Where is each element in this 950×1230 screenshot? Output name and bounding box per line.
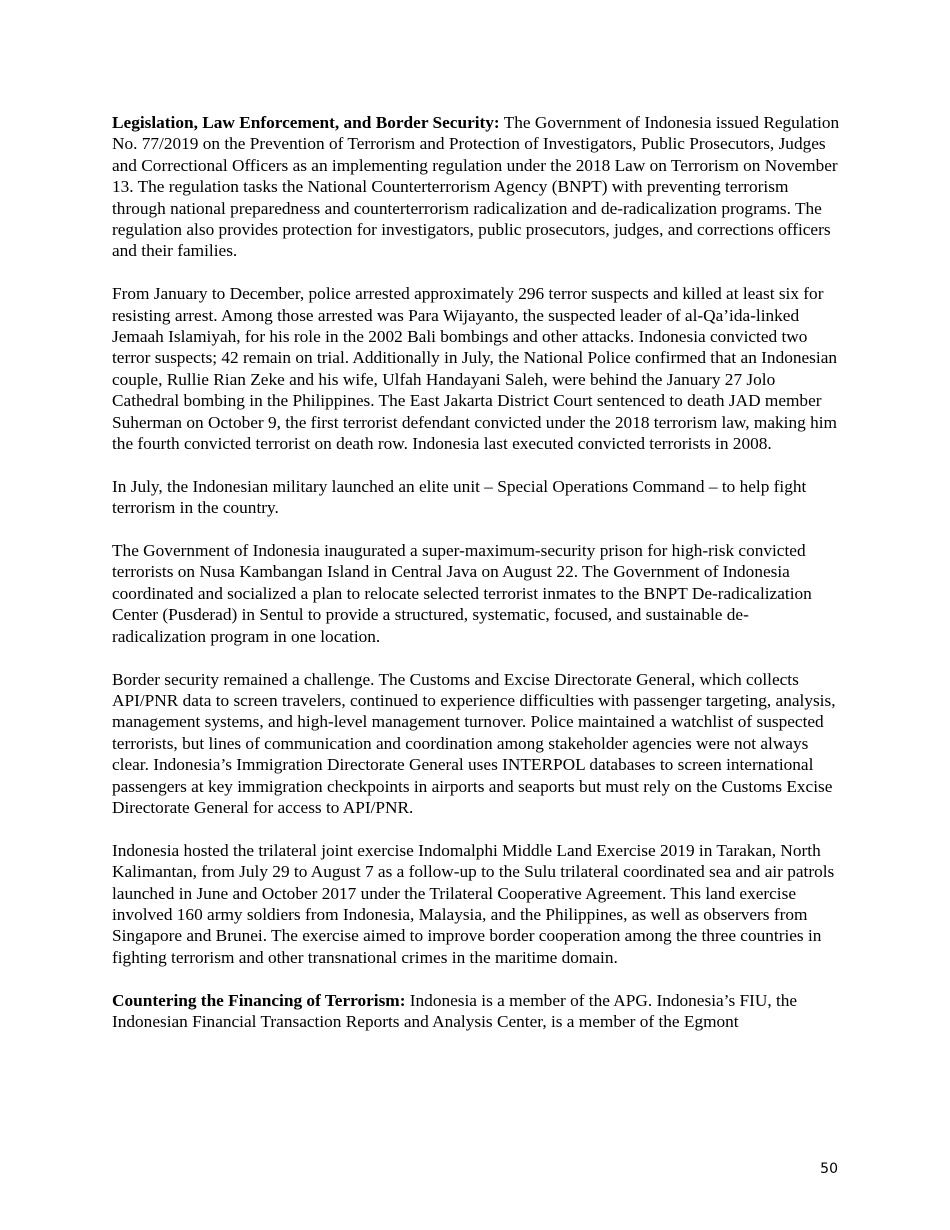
paragraph-text: In July, the Indonesian military launched an elite unit – Special Operations Command – to help fight terrorism in the country. bbox=[112, 476, 807, 518]
paragraph-legislation bbox=[112, 112, 842, 262]
paragraph-text: Border security remained a challenge. The Customs and Excise Directorate General, which collects API/PNR data to screen travelers, continued to experience difficulties with passenger targeting, analysis, management systems, and high-level management turnover. Police maintained a watchlist of suspected terrorists, but lines of communication and coordination among stakeholder agencies were not always clear. Indonesia’s Immigration Directorate General uses INTERPOL databases to screen international passengers at key immigration checkpoints in airports and seaports but must rely on the Customs Excise Directorate General for access to API/PNR. bbox=[112, 669, 836, 817]
paragraph-trilateral-exercise bbox=[112, 840, 842, 968]
section-heading-legislation: Legislation, Law Enforcement, and Border Security: bbox=[112, 113, 500, 132]
section-heading-financing: Countering the Financing of Terrorism: bbox=[112, 990, 406, 1010]
paragraph-text: The Government of Indonesia issued Regulation No. 77/2019 on the Prevention of Terrorism and Protection of Investigators, Public Prosecutors, Judges and Correctional Officers as an implementing regulation under the 2018 Law on Terrorism on November 13. The regulation tasks the National Counterterrorism Agency (BNPT) with preventing terrorism through national preparedness and counterterrorism radicalization and de-radicalization programs. The regulation also provides protection for investigators, public prosecutors, judges, and corrections officers and their families. bbox=[112, 113, 840, 261]
paragraph-arrests bbox=[112, 283, 842, 454]
paragraph-military-unit bbox=[112, 476, 842, 519]
paragraph-text: From January to December, police arrested approximately 296 terror suspects and killed at least six for resisting arrest. Among those arrested was Para Wijayanto, the suspected leader of al-Qa’ida-linked Jemaah Islamiyah, for his role in the 2002 Bali bombings and other attacks. Indonesia convicted two terror suspects; 42 remain on trial. Additionally in July, the National Police confirmed that an Indonesian couple, Rullie Rian Zeke and his wife, Ulfah Handayani Saleh, were behind the January 27 Jolo Cathedral bombing in the Philippines. The East Jakarta District Court sentenced to death JAD member Suherman on October 9, the first terrorist defendant convicted under the 2018 terrorism law, making him the fourth convicted terrorist on death row. Indonesia last executed convicted terrorists in 2008. bbox=[112, 284, 838, 454]
document-body bbox=[112, 112, 842, 1054]
paragraph-text: Indonesia hosted the trilateral joint exercise Indomalphi Middle Land Exercise 2019 in Tarakan, North Kalimantan, from July 29 to August 7 as a follow-up to the Sulu trilateral coordinated sea and air patrols launched in June and October 2017 under the Trilateral Cooperative Agreement. This land exercise involved 160 army soldiers from Indonesia, Malaysia, and the Philippines, as well as observers from Singapore and Brunei. The exercise aimed to improve border cooperation among the three countries in fighting terrorism and other transnational crimes in the maritime domain. bbox=[112, 840, 835, 967]
paragraph-text: Indonesia is a member of the APG. Indonesia’s FIU, the Indonesian Financial Transaction Reports and Analysis Center, is a member of the Egmont bbox=[112, 990, 798, 1031]
paragraph-border-security bbox=[112, 669, 842, 819]
paragraph-text: The Government of Indonesia inaugurated a super-maximum-security prison for high-risk convicted terrorists on Nusa Kambangan Island in Central Java on August 22. The Government of Indonesia coordinated and socialized a plan to relocate selected terrorist inmates to the BNPT De-radicalization Center (Pusderad) in Sentul to provide a structured, systematic, focused, and sustainable de-radicalization program in one location. bbox=[112, 541, 812, 646]
paragraph-prison bbox=[112, 540, 842, 647]
page-number: 50 bbox=[820, 1161, 838, 1177]
paragraph-financing bbox=[112, 990, 842, 1033]
